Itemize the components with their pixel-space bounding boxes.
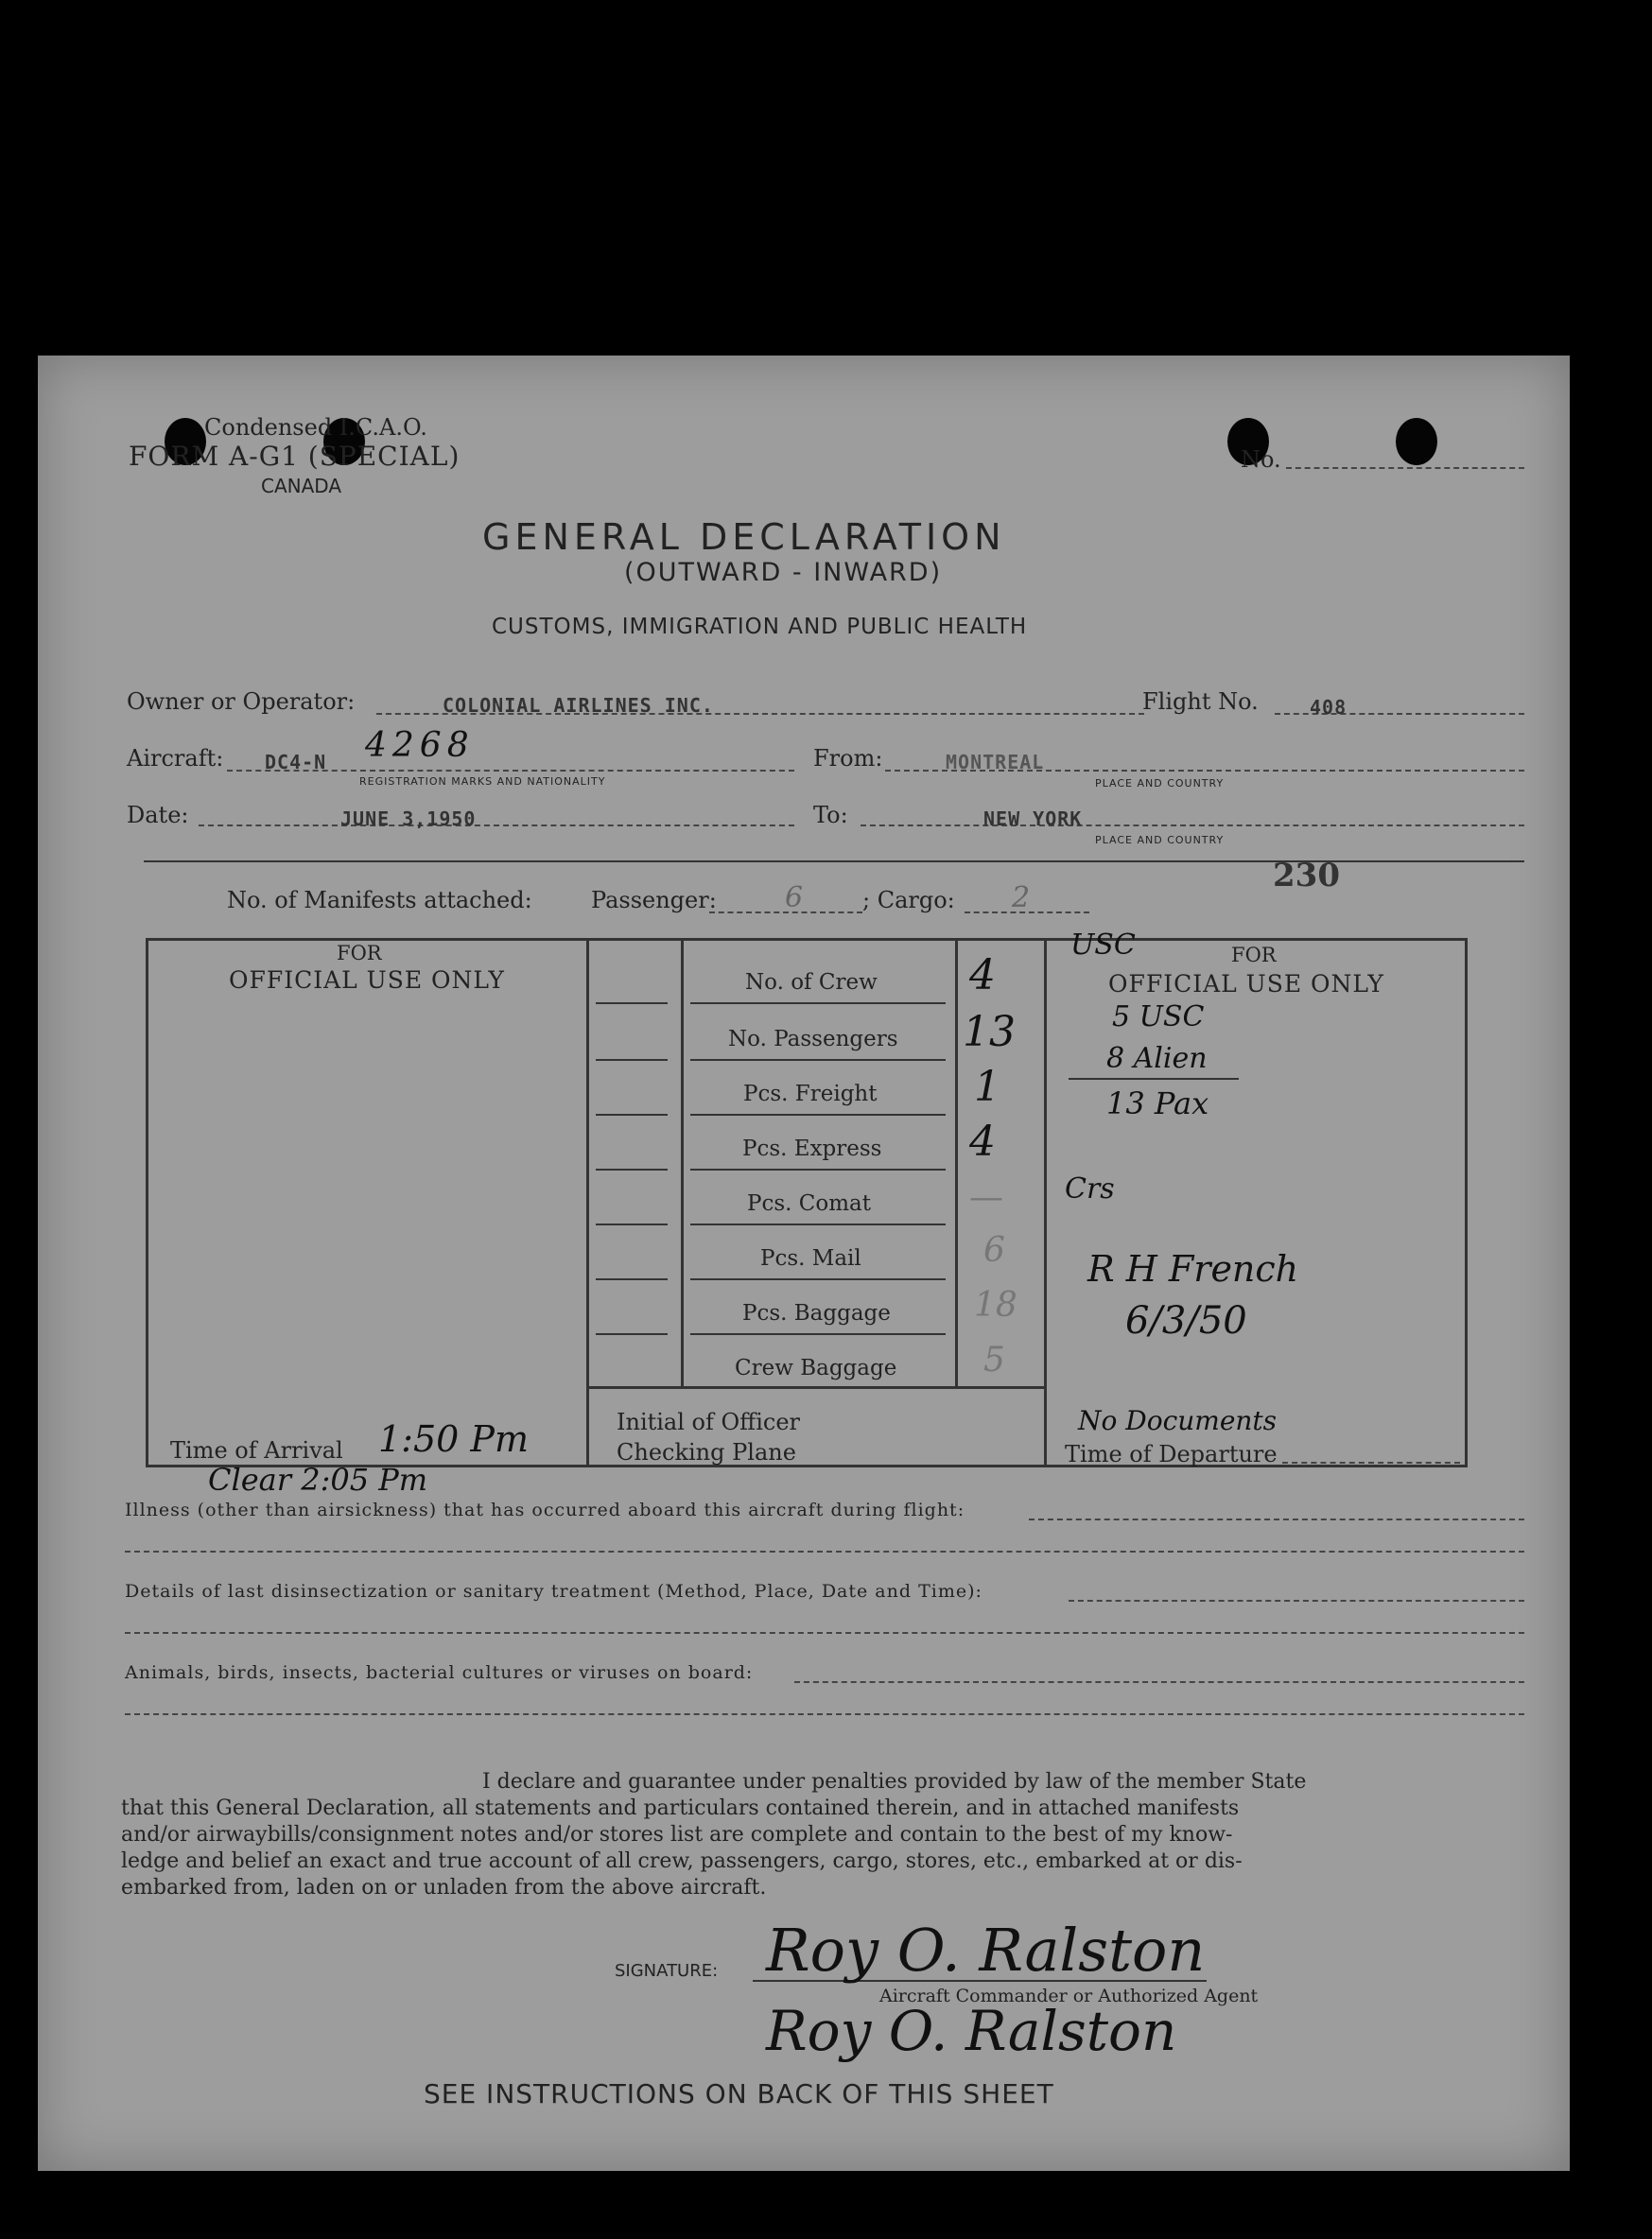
left-official-header-1: FOR [337,942,382,964]
row-label-passengers: No. Passengers [728,1027,898,1051]
declaration-sheet [38,356,1570,2171]
official-note: Crs [1065,1172,1115,1206]
to-value: NEW YORK [983,807,1083,830]
to-label: To: [813,802,848,828]
declaration-line: and/or airwaybills/consignment notes and/or stores list are complete and contain to the best of my know- [121,1823,1233,1847]
official-note: 13 Pax [1106,1085,1209,1121]
declaration-line: ledge and belief an exact and true account of all crew, passengers, cargo, stores, etc., embarked at or dis- [121,1849,1243,1873]
time-arrival-value: 1:50 Pm [378,1418,530,1460]
row-value-mail: 6 [983,1231,1005,1270]
form-id-line2: FORM A-G1 (SPECIAL) [129,441,461,472]
date-value: JUNE 3,1950 [340,807,477,830]
row-label-comat: Pcs. Comat [747,1191,871,1216]
aircraft-label: Aircraft: [127,745,224,772]
animals-label: Animals, birds, insects, bacterial cultures or viruses on board: [125,1662,754,1683]
right-official-header-2: OFFICIAL USE ONLY [1108,970,1384,998]
aircraft-registration: 4268 [365,726,475,765]
official-note: 5 USC [1112,1000,1205,1033]
row-label-crew-baggage: Crew Baggage [735,1356,897,1380]
number-line [1286,467,1524,469]
cargo-manifest-label: ; Cargo: [862,887,955,913]
row-label-baggage: Pcs. Baggage [742,1301,891,1326]
from-caption: PLACE AND COUNTRY [1095,777,1225,790]
to-caption: PLACE AND COUNTRY [1095,834,1225,846]
left-official-header-2: OFFICIAL USE ONLY [229,966,505,994]
row-value-express: 4 [969,1118,996,1166]
flight-label: Flight No. [1142,688,1259,715]
official-note: USC [1070,929,1136,962]
flight-value: 408 [1310,696,1348,719]
cargo-manifest-value: 2 [1012,881,1031,914]
declaration-line: embarked from, laden on or unladen from the above aircraft. [121,1876,767,1900]
official-note: No Documents [1078,1405,1278,1436]
row-label-mail: Pcs. Mail [760,1246,861,1271]
row-label-express: Pcs. Express [742,1137,882,1161]
aircraft-type: DC4-N [265,751,327,773]
row-value-crew: 4 [969,951,996,999]
disinsectization-label: Details of last disinsectization or sanitary treatment (Method, Place, Date and Time): [125,1581,983,1602]
time-arrival-label: Time of Arrival [170,1437,343,1464]
row-value-comat: — [969,1178,1003,1217]
form-title: GENERAL DECLARATION [482,516,1006,558]
illness-label: Illness (other than airsickness) that has occurred aboard this aircraft during flight: [125,1500,965,1520]
from-label: From: [813,745,883,772]
stamp-number: 230 [1273,857,1340,894]
row-value-crew-baggage: 5 [983,1341,1005,1380]
from-value: MONTREAL [946,751,1045,773]
signature-label: SIGNATURE: [615,1961,719,1981]
signature-value-2: Roy O. Ralston [766,1999,1177,2063]
form-country: CANADA [261,475,342,497]
row-label-crew: No. of Crew [745,970,878,995]
manifests-label: No. of Manifests attached: [227,887,532,913]
clear-time-note: Clear 2:05 Pm [208,1462,428,1498]
time-departure-label: Time of Departure [1065,1441,1278,1467]
footer-instructions: SEE INSTRUCTIONS ON BACK OF THIS SHEET [424,2078,1054,2109]
row-label-freight: Pcs. Freight [743,1082,878,1106]
signature-caption: Aircraft Commander or Authorized Agent [879,1986,1259,2006]
aircraft-caption: REGISTRATION MARKS AND NATIONALITY [359,775,606,788]
form-subtitle: CUSTOMS, IMMIGRATION AND PUBLIC HEALTH [492,615,1028,639]
signature-value: Roy O. Ralston [766,1916,1206,1985]
passenger-manifest-value: 6 [785,881,804,914]
owner-label: Owner or Operator: [127,688,356,715]
initial-officer-label-2: Checking Plane [617,1439,796,1466]
right-official-header-1: FOR [1231,944,1277,966]
row-value-baggage: 18 [974,1286,1017,1325]
row-value-passengers: 13 [963,1008,1016,1056]
official-note: R H French [1087,1248,1299,1290]
owner-value: COLONIAL AIRLINES INC. [443,694,714,717]
passenger-manifest-label: Passenger: [591,887,717,913]
declaration-line: I declare and guarantee under penalties provided by law of the member State [482,1770,1307,1794]
official-note: 6/3/50 [1125,1299,1247,1343]
punch-hole [1396,418,1437,465]
number-label: No. [1241,446,1281,473]
official-note: 8 Alien [1106,1042,1208,1075]
declaration-line: that this General Declaration, all statements and particulars contained therein, and in attached manifests [121,1796,1240,1820]
form-direction: (OUTWARD - INWARD) [624,558,943,587]
row-value-freight: 1 [974,1063,1000,1111]
form-id-line1: Condensed I.C.A.O. [204,414,427,441]
initial-officer-label-1: Initial of Officer [617,1409,801,1435]
date-label: Date: [127,802,189,828]
